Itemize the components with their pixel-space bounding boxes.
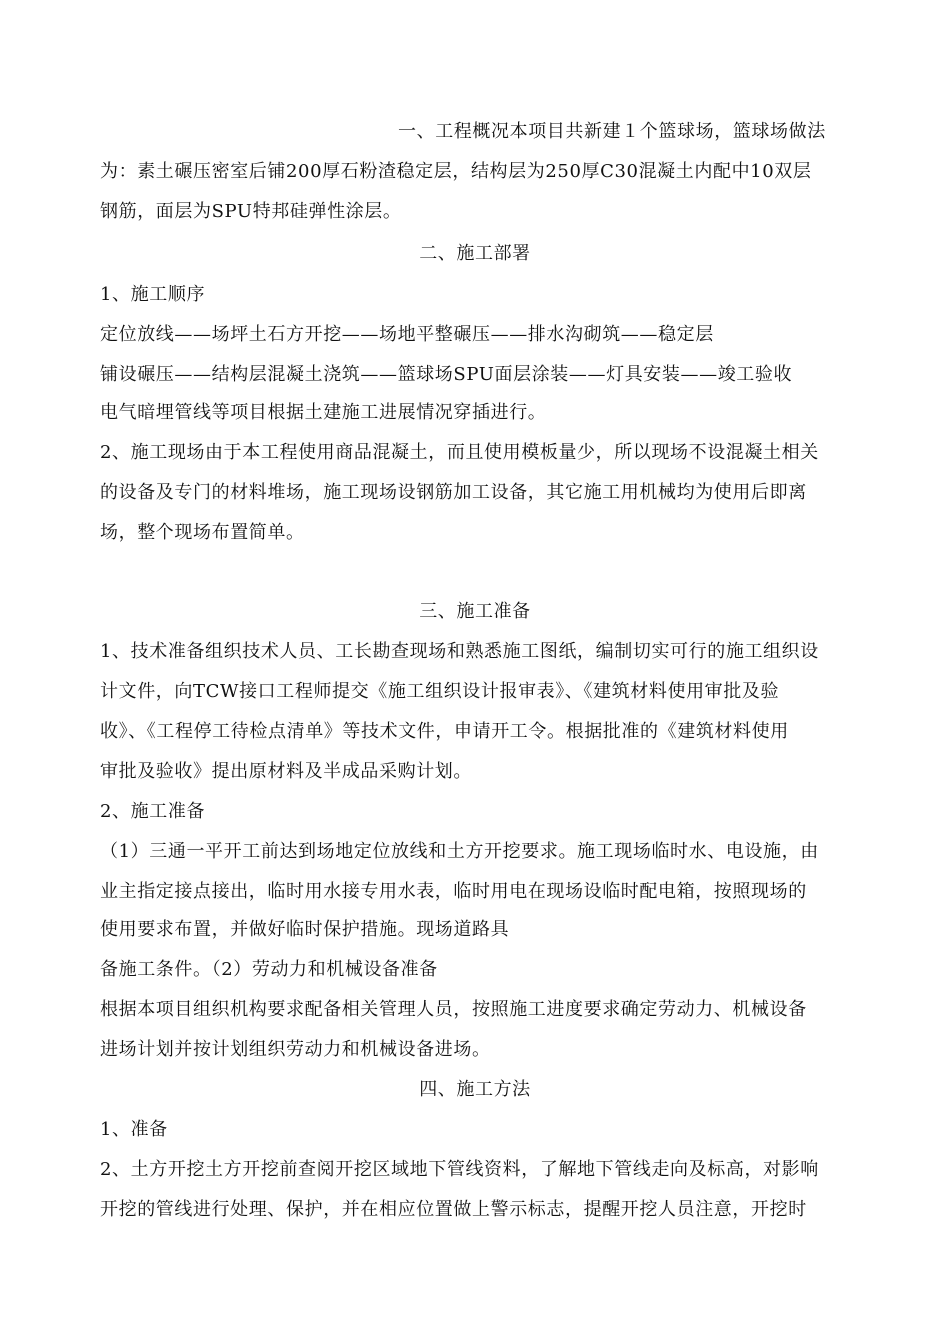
sec4-heading: 四、施工方法 xyxy=(419,1079,531,1100)
sec3-p1-line-1: 1、技术准备组织技术人员、工长勘查现场和熟悉施工图纸，编制切实可行的施工组织设 xyxy=(100,641,819,662)
sec4-p2-line-2: 开挖的管线进行处理、保护，并在相应位置做上警示标志，提醒开挖人员注意，开挖时 xyxy=(100,1199,807,1220)
sec1-line-2: 为：素土碾压密室后铺200厚石粉渣稳定层，结构层为250厚C30混凝土内配中10双层 xyxy=(100,161,812,182)
sec2-p1-title: 1、施工顺序 xyxy=(100,284,206,305)
sec4-p1-title: 1、准备 xyxy=(100,1119,168,1140)
sec1-line-3: 钢筋，面层为SPU特邦硅弹性涂层。 xyxy=(100,201,402,222)
sec2-heading: 二、施工部署 xyxy=(419,243,531,264)
sec3-p2-line-1: （1）三通一平开工前达到场地定位放线和土方开挖要求。施工现场临时水、电设施，由 xyxy=(100,841,819,862)
sec1-line-1: 一、工程概况本项目共新建１个篮球场，篮球场做法 xyxy=(398,121,826,142)
sec3-p2-line-2: 业主指定接点接出，临时用水接专用水表，临时用电在现场设临时配电箱，按照现场的 xyxy=(100,881,807,902)
sec4-p2-line-1: 2、土方开挖土方开挖前查阅开挖区域地下管线资料，了解地下管线走向及标高，对影响 xyxy=(100,1159,819,1180)
sec3-p2-line-5: 根据本项目组织机构要求配备相关管理人员，按照施工进度要求确定劳动力、机械设备 xyxy=(100,999,807,1020)
sec3-heading: 三、施工准备 xyxy=(419,601,531,622)
sec3-p2-line-6: 进场计划并按计划组织劳动力和机械设备进场。 xyxy=(100,1039,491,1060)
sec2-p2-line-1: 2、施工现场由于本工程使用商品混凝土，而且使用模板量少，所以现场不设混凝土相关 xyxy=(100,442,819,463)
sec2-p1-line-3: 电气暗埋管线等项目根据土建施工进展情况穿插进行。 xyxy=(100,402,547,423)
sec2-p1-line-2: 铺设碾压——结构层混凝土浇筑——篮球场SPU面层涂装——灯具安装——竣工验收 xyxy=(100,364,793,385)
sec3-p1-line-4: 审批及验收》提出原材料及半成品采购计划。 xyxy=(100,761,472,782)
sec3-p1-line-2: 计文件，向TCW接口工程师提交《施工组织设计报审表》、《建筑材料使用审批及验 xyxy=(100,681,780,702)
sec3-p2-line-4: 备施工条件。（2）劳动力和机械设备准备 xyxy=(100,959,438,980)
sec3-p1-line-3: 收》、《工程停工待检点清单》等技术文件，申请开工令。根据批准的《建筑材料使用 xyxy=(100,721,789,742)
sec2-p2-line-3: 场，整个现场布置简单。 xyxy=(100,522,305,543)
sec3-p2-title: 2、施工准备 xyxy=(100,801,206,822)
sec3-p2-line-3: 使用要求布置，并做好临时保护措施。现场道路具 xyxy=(100,919,510,940)
sec2-p2-line-2: 的设备及专门的材料堆场，施工现场设钢筋加工设备，其它施工用机械均为使用后即离 xyxy=(100,482,807,503)
sec2-p1-line-1: 定位放线——场坪土石方开挖——场地平整碾压——排水沟砌筑——稳定层 xyxy=(100,324,714,345)
